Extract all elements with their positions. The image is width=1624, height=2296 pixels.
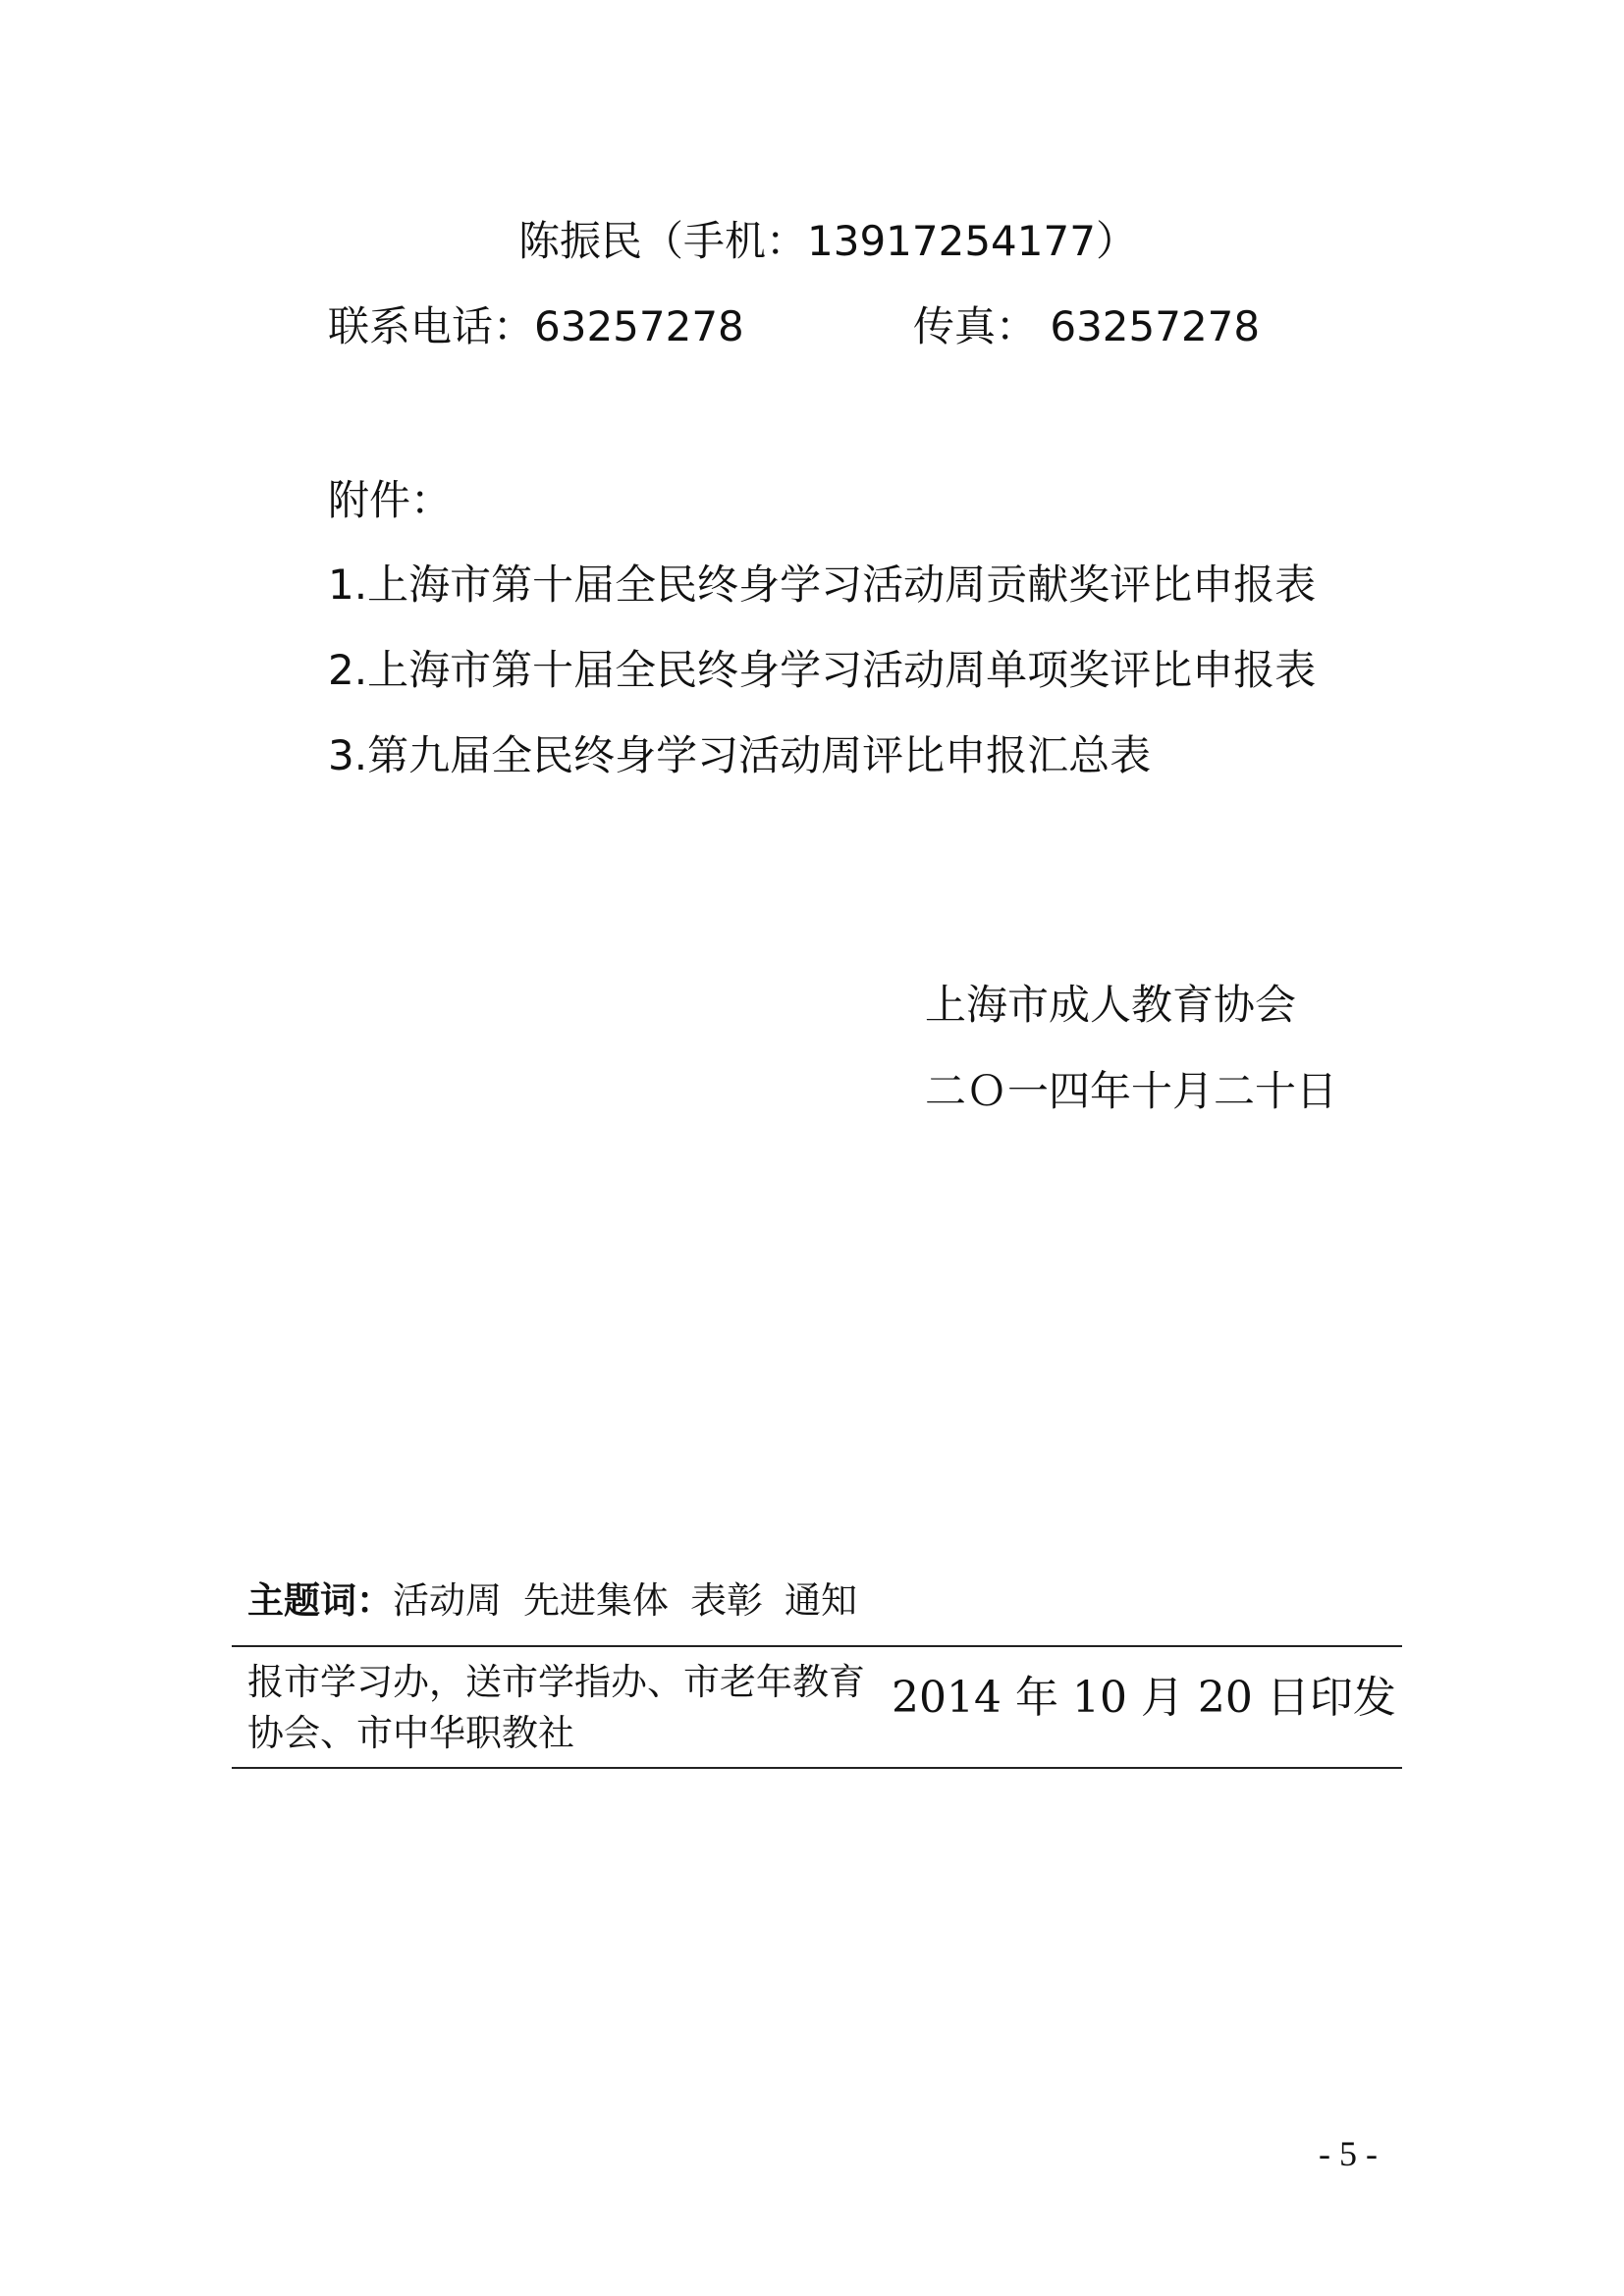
- attachment-item-2: 2.上海市第十届全民终身学习活动周单项奖评比申报表: [328, 646, 1317, 694]
- keyword: 表彰: [690, 1579, 763, 1622]
- attachment-item-3: 3.第九届全民终身学习活动周评比申报汇总表: [328, 731, 1152, 779]
- contact-person-line: 陈振民（手机：13917254177）: [518, 217, 1137, 265]
- footer-divider-bottom: [232, 1767, 1402, 1769]
- keyword: 通知: [785, 1579, 857, 1622]
- keyword: 活动周: [393, 1579, 502, 1622]
- page-number: - 5 -: [1319, 2134, 1378, 2173]
- keywords-label: 主题词：: [247, 1579, 393, 1622]
- issuing-organization: 上海市成人教育协会: [925, 981, 1297, 1029]
- contact-phone: 联系电话：63257278: [328, 302, 744, 350]
- footer-divider-top: [232, 1645, 1402, 1647]
- subject-keywords: [247, 1576, 879, 1626]
- printed-date: 2014 年 10 月 20 日印发: [892, 1673, 1396, 1723]
- keywords-list: [393, 1579, 879, 1622]
- attachment-item-1: 1.上海市第十届全民终身学习活动周贡献奖评比申报表: [328, 561, 1317, 609]
- issue-date: 二Ｏ一四年十月二十日: [925, 1067, 1338, 1115]
- contact-fax: 传真： 63257278: [913, 302, 1261, 350]
- distribution-list: 报市学习办，送市学指办、市老年教育协会、市中华职教社: [247, 1661, 865, 1754]
- attachments-label: 附件：: [328, 476, 453, 524]
- keyword: 先进集体: [523, 1579, 669, 1622]
